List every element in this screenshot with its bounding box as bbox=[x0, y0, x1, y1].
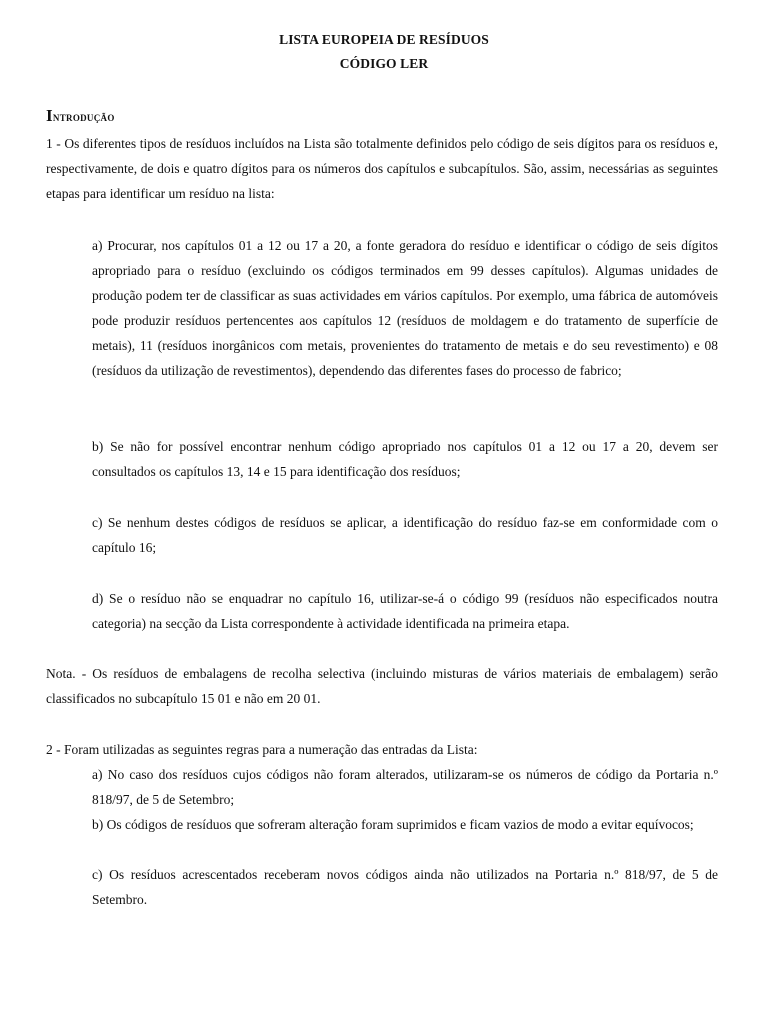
section-heading-introducao bbox=[46, 107, 115, 126]
step-c-paragraph: c) Se nenhum destes códigos de resíduos se aplicar, a identificação do resíduo faz-se em conformidade com o capítulo 16; bbox=[92, 515, 718, 555]
heading-rest: ntrodução bbox=[52, 109, 115, 124]
step-b-paragraph: b) Se não for possível encontrar nenhum código apropriado nos capítulos 01 a 12 ou 17 a 20, devem ser consultados os capítulos 13, 14 e 15 para identificação dos resíduos; bbox=[92, 439, 718, 479]
intro-paragraph: 1 - Os diferentes tipos de resíduos incluídos na Lista são totalmente definidos pelo código de seis dígitos para os resíduos e, respectivamente, de dois e quatro dígitos para os números dos capítulos e subcapítulos. São, assim, necessárias as seguintes etapas para identificar um resíduo na lista: bbox=[46, 136, 718, 201]
rule-b-paragraph: b) Os códigos de resíduos que sofreram alteração foram suprimidos e ficam vazios de modo a evitar equívocos; bbox=[92, 817, 694, 832]
rules-intro-paragraph: 2 - Foram utilizadas as seguintes regras para a numeração das entradas da Lista: bbox=[46, 742, 478, 757]
rule-c-paragraph: c) Os resíduos acrescentados receberam novos códigos ainda não utilizados na Portaria n.º 818/97, de 5 de Setembro. bbox=[92, 867, 718, 907]
rule-a-paragraph: a) No caso dos resíduos cujos códigos não foram alterados, utilizaram-se os números de código da Portaria n.º 818/97, de 5 de Setembro; bbox=[92, 767, 718, 807]
step-d-paragraph: d) Se o resíduo não se enquadrar no capítulo 16, utilizar-se-á o código 99 (resíduos não especificados noutra categoria) na secção da Lista correspondente à actividade identificada na primeira etapa. bbox=[92, 591, 718, 631]
heading-initial: I bbox=[46, 106, 53, 125]
document-title: LISTA EUROPEIA DE RESÍDUOS bbox=[279, 32, 489, 47]
note-paragraph: Nota. - Os resíduos de embalagens de recolha selectiva (incluindo misturas de vários materiais de embalagem) serão classificados no subcapítulo 15 01 e não em 20 01. bbox=[46, 666, 718, 706]
document-subtitle: CÓDIGO LER bbox=[339, 56, 429, 71]
step-a-paragraph: a) Procurar, nos capítulos 01 a 12 ou 17 a 20, a fonte geradora do resíduo e identificar o código de seis dígitos apropriado para o resíduo (excluindo os códigos terminados em 99 desses capítulos). Algumas unidades de produção podem ter de classificar as suas actividades em vários capítulos. Por exemplo, uma fábrica de automóveis pode produzir resíduos pertencentes aos capítulos 12 (resíduos de moldagem e do tratamento de superfície de metais), 11 (resíduos inorgânicos com metais, provenientes do tratamento de metais e do seu revestimento) e 08 (resíduos da utilização de revestimentos), dependendo das diferentes fases do processo de fabrico; bbox=[92, 238, 718, 378]
